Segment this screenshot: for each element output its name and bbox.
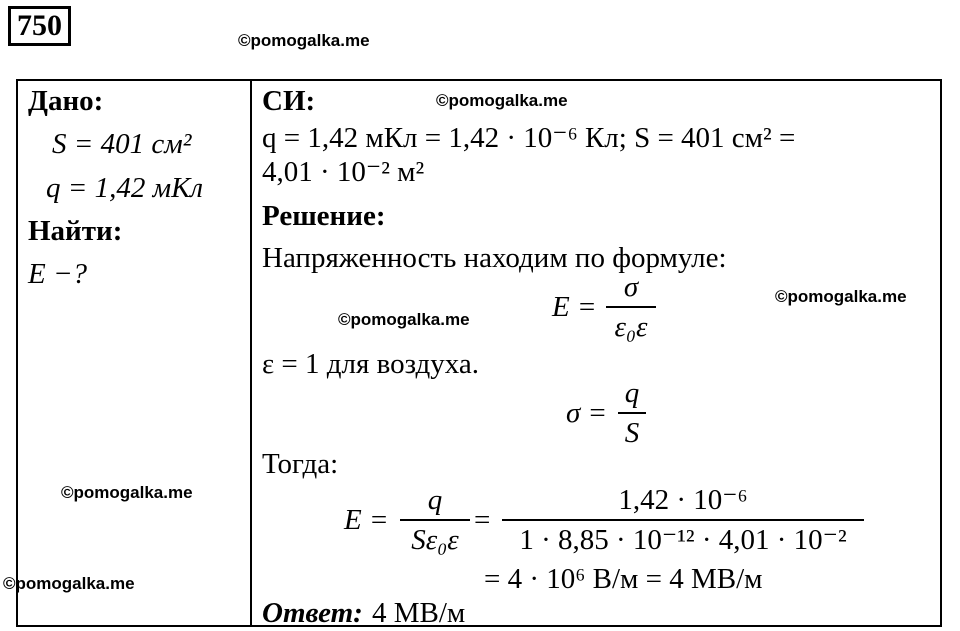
formula2-numerator: q bbox=[624, 377, 640, 409]
formula1-fraction bbox=[606, 270, 656, 344]
problem-number: 750 bbox=[8, 6, 71, 46]
fraction-bar bbox=[400, 519, 470, 521]
fraction-bar bbox=[502, 519, 864, 521]
epsilon-note: ε = 1 для воздуха. bbox=[262, 348, 480, 380]
watermark: ©pomogalka.me bbox=[338, 310, 470, 329]
formula3-denominator-1: Sε₀ε bbox=[411, 524, 459, 556]
then-label: Тогда: bbox=[262, 448, 339, 480]
fraction-bar bbox=[618, 412, 646, 414]
formula1-numerator: σ bbox=[623, 271, 639, 303]
given-charge: q = 1,42 мКл bbox=[46, 172, 203, 204]
find-value: E −? bbox=[28, 258, 88, 290]
formula3-numerator-2: 1,42 · 10⁻⁶ bbox=[618, 484, 748, 516]
si-line-2: 4,01 · 10⁻² м² bbox=[262, 156, 425, 188]
formula3-fraction-1 bbox=[400, 483, 470, 557]
given-area: S = 401 см² bbox=[52, 128, 192, 160]
solution-intro: Напряженность находим по формуле: bbox=[262, 242, 727, 274]
watermark: ©pomogalka.me bbox=[3, 574, 135, 593]
find-heading: Найти: bbox=[28, 215, 123, 247]
solution-heading: Решение: bbox=[262, 200, 386, 232]
watermark: ©pomogalka.me bbox=[238, 31, 370, 50]
formula3-lhs: E = bbox=[344, 504, 389, 536]
formula3-denominator-2: 1 · 8,85 · 10⁻¹² · 4,01 · 10⁻² bbox=[519, 524, 847, 556]
formula3-numerator-1: q bbox=[427, 484, 443, 516]
column-divider bbox=[250, 79, 252, 627]
si-line-1: q = 1,42 мКл = 1,42 · 10⁻⁶ Кл; S = 401 см² = bbox=[262, 122, 796, 154]
given-heading: Дано: bbox=[28, 85, 104, 117]
formula1-denominator: ε₀ε bbox=[614, 311, 648, 343]
answer-value: 4 МВ/м bbox=[372, 597, 466, 629]
formula3-fraction-2 bbox=[502, 483, 864, 557]
formula3-equals: = bbox=[474, 504, 491, 536]
formula3-result: = 4 · 10⁶ В/м = 4 МВ/м bbox=[484, 563, 763, 595]
formula1-lhs: E = bbox=[552, 291, 597, 323]
formula2-lhs: σ = bbox=[566, 397, 608, 429]
si-heading: СИ: bbox=[262, 85, 316, 117]
watermark: ©pomogalka.me bbox=[436, 91, 568, 110]
formula2-denominator: S bbox=[624, 417, 640, 449]
fraction-bar bbox=[606, 306, 656, 308]
watermark: ©pomogalka.me bbox=[61, 483, 193, 502]
answer-label: Ответ: bbox=[262, 597, 363, 629]
formula2-fraction bbox=[618, 376, 646, 450]
watermark: ©pomogalka.me bbox=[775, 287, 907, 306]
